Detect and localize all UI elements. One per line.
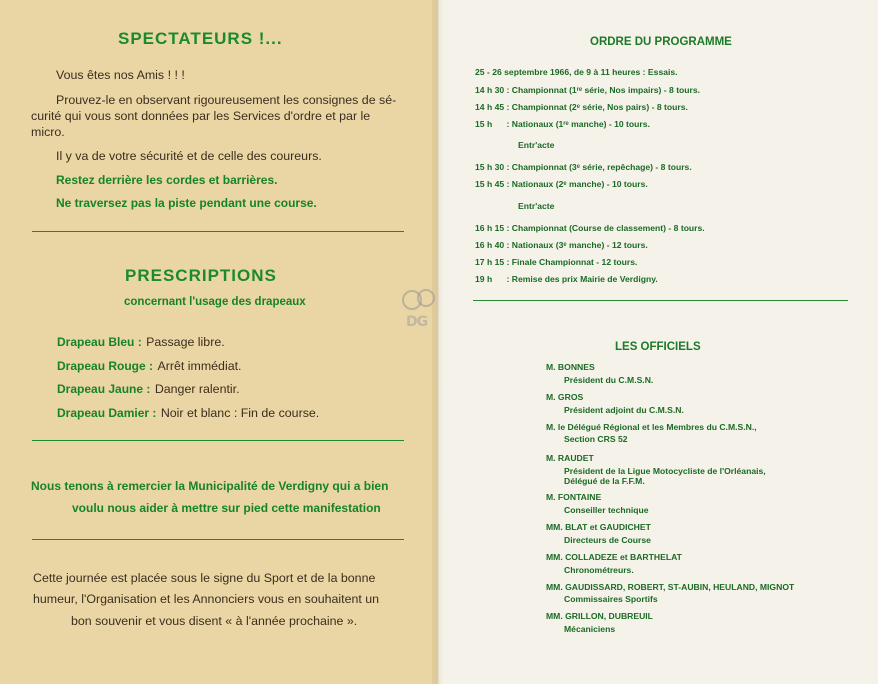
official-entry [546, 362, 653, 385]
official-entry [546, 522, 651, 545]
official-entry [546, 453, 766, 486]
flag-name: Drapeau Rouge : [57, 358, 154, 373]
official-name: MM. GAUDISSARD, ROBERT, ST-AUBIN, HEULAND, MIGNOT [546, 582, 795, 592]
program-item: 16 h 15 : Championnat (Course de classement) - 8 tours. [475, 223, 705, 233]
closing-line-2: humeur, l'Organisation et les Annonciers vous en souhaitent un [33, 592, 380, 606]
official-name: M. FONTAINE [546, 492, 602, 502]
program-item: 19 h : Remise des prix Mairie de Verdigny. [475, 274, 658, 284]
official-entry [546, 552, 682, 575]
divider [32, 231, 404, 232]
program-item: 15 h 45 : Nationaux (2ᵉ manche) - 10 tours. [475, 179, 648, 189]
program-title: ORDRE DU PROGRAMME [590, 36, 732, 48]
flag-item [57, 333, 319, 357]
intro-text-2b: curité qui vous sont données par les Services d'ordre et par le [31, 109, 371, 123]
spectators-title: SPECTATEURS !... [118, 29, 283, 48]
officials-title: LES OFFICIELS [615, 341, 701, 353]
program-intermission: Entr'acte [518, 201, 555, 211]
official-name: MM. BLAT et GAUDICHET [546, 522, 651, 532]
flag-item [57, 380, 319, 404]
flag-list [57, 333, 319, 427]
program-intermission: Entr'acte [518, 140, 555, 150]
divider [473, 300, 848, 301]
official-name: M. le Délégué Régional et les Membres du C.M.S.N., [546, 422, 757, 432]
safety-rule-2: Ne traversez pas la piste pendant une course. [56, 196, 317, 210]
safety-rule-1: Restez derrière les cordes et barrières. [56, 173, 278, 187]
program-item: 14 h 45 : Championnat (2ᵉ série, Nos pairs) - 8 tours. [475, 102, 688, 112]
program-item: 15 h 30 : Championnat (3ᵉ série, repêchage) - 8 tours. [475, 162, 692, 172]
official-entry [546, 392, 684, 415]
intro-text-2c: micro. [31, 125, 65, 139]
program-item: 15 h : Nationaux (1ʳᵉ manche) - 10 tours. [475, 119, 650, 129]
flag-meaning: Danger ralentir. [154, 382, 240, 396]
flag-item [57, 404, 319, 428]
flag-name: Drapeau Jaune : [57, 382, 151, 396]
closing-line-1: Cette journée est placée sous le signe du Sport et de la bonne [33, 571, 376, 585]
watermark-logo [398, 288, 444, 334]
official-name: M. BONNES [546, 362, 595, 372]
program-item: 14 h 30 : Championnat (1ʳᵉ série, Nos impairs) - 8 tours. [475, 85, 701, 95]
official-entry [546, 492, 649, 515]
watermark-text: DG [406, 314, 428, 330]
official-role: Conseiller technique [564, 505, 649, 515]
program-item: 17 h 15 : Finale Championnat - 12 tours. [475, 257, 638, 267]
right-page [438, 0, 878, 684]
official-entry [546, 422, 757, 444]
flag-item [57, 357, 319, 381]
official-role: Commissaires Sportifs [564, 594, 658, 604]
official-role: Président du C.M.S.N. [564, 375, 654, 385]
closing-line-3: bon souvenir et vous disent « à l'année prochaine ». [71, 614, 358, 628]
thanks-line-1: Nous tenons à remercier la Municipalité de Verdigny qui a bien [31, 479, 389, 493]
flag-meaning: Passage libre. [146, 335, 225, 349]
program-item: 25 - 26 septembre 1966, de 9 à 11 heures : Essais. [475, 67, 678, 77]
prescriptions-subtitle: concernant l'usage des drapeaux [124, 296, 306, 308]
flag-name: Drapeau Bleu : [57, 335, 142, 349]
official-name: M. RAUDET [546, 453, 594, 463]
official-role: Section CRS 52 [564, 434, 628, 444]
official-role: Directeurs de Course [564, 535, 651, 545]
official-role: Chronométreurs. [564, 565, 634, 575]
page-fold [432, 0, 444, 684]
flag-meaning: Arrêt immédiat. [157, 358, 242, 373]
prescriptions-title: PRESCRIPTIONS [125, 266, 277, 285]
intro-text-3: Il y va de votre sécurité et de celle des coureurs. [56, 149, 322, 163]
official-role-2: Délégué de la F.F.M. [564, 476, 645, 486]
official-role: Président de la Ligue Motocycliste de l'Orléanais, [564, 466, 766, 476]
left-page [0, 0, 438, 684]
official-entry [546, 582, 794, 604]
official-name: M. GROS [546, 392, 584, 402]
official-entry [546, 611, 653, 634]
official-role: Président adjoint du C.M.S.N. [564, 405, 684, 415]
official-role: Mécaniciens [564, 624, 616, 634]
divider [32, 539, 404, 540]
flag-meaning: Noir et blanc : Fin de course. [160, 405, 320, 420]
intro-text-2a: Prouvez-le en observant rigoureusement les consignes de sé- [56, 93, 397, 107]
program-item: 16 h 40 : Nationaux (3ᵉ manche) - 12 tours. [475, 240, 648, 250]
official-name: MM. GRILLON, DUBREUIL [546, 611, 653, 621]
official-name: MM. COLLADEZE et BARTHELAT [546, 552, 682, 562]
flag-name: Drapeau Damier : [57, 405, 157, 420]
thanks-line-2: voulu nous aider à mettre sur pied cette manifestation [72, 501, 381, 515]
intro-text-1: Vous êtes nos Amis ! ! ! [56, 68, 185, 82]
divider [32, 440, 404, 441]
